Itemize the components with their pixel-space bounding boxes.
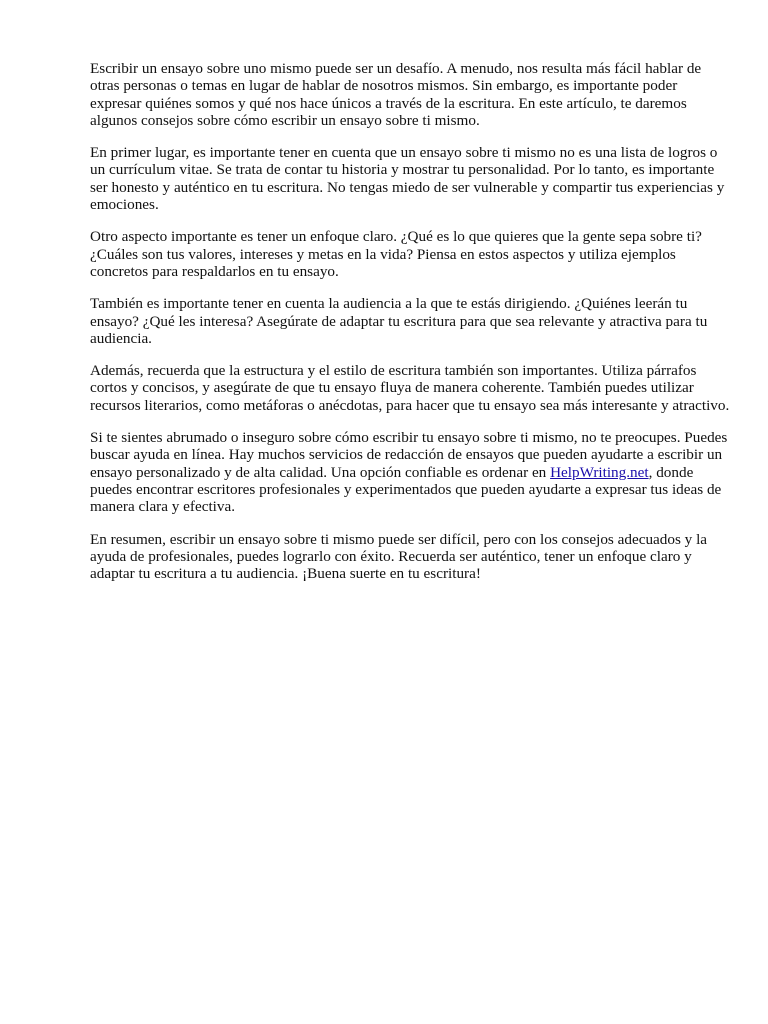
paragraph-audience: También es importante tener en cuenta la audiencia a la que te estás dirigiendo. ¿Quiénes leerán tu ensayo? ¿Qué les interesa? Asegúrate de adaptar tu escritura para que sea relevante y atractiva para tu audiencia. [90,295,708,347]
paragraph-structure: Además, recuerda que la estructura y el estilo de escritura también son importantes. Utiliza párrafos cortos y concisos, y asegúrate de que tu ensayo fluya de manera coherente. También puedes utilizar recursos literarios, como metáforas o anécdotas, para hacer que tu ensayo sea más interesante y atractivo. [90,362,730,414]
paragraph-intro: Escribir un ensayo sobre uno mismo puede ser un desafío. A menudo, nos resulta más fácil hablar de otras personas o temas en lugar de hablar de nosotros mismos. Sin embargo, es importante poder expresar quiénes somos y qué nos hace únicos a través de la escritura. En este artículo, te daremos algunos consejos sobre cómo escribir un ensayo sobre ti mismo. [90,60,702,129]
help-text-before-link: Si te sientes abrumado o inseguro sobre cómo escribir tu ensayo sobre ti mismo, no te preocupes. Puedes buscar ayuda en línea. Hay muchos servicios de redacción de ensayos que pueden ayudarte a escribir un ensayo personalizado y de alta calidad. Una opción confiable es ordenar en [90,429,728,481]
paragraph-help [90,429,730,515]
paragraph-closing: En resumen, escribir un ensayo sobre ti mismo puede ser difícil, pero con los consejos adecuados y la ayuda de profesionales, puedes lograrlo con éxito. Recuerda ser auténtico, tener un enfoque claro y adaptar tu escritura a tu audiencia. ¡Buena suerte en tu escritura! [90,530,708,583]
paragraph-focus: Otro aspecto importante es tener un enfoque claro. ¿Qué es lo que quieres que la gente sepa sobre ti? ¿Cuáles son tus valores, intereses y metas en la vida? Piensa en estos aspectos y utiliza ejemplos concretos para respaldarlos en tu ensayo. [90,228,702,280]
document-body [90,60,730,597]
help-text-after-link: , donde puedes encontrar escritores profesionales y experimentados que pueden ayudarte a expresar tus ideas de manera clara y efectiva. [90,463,722,516]
paragraph-authenticity: En primer lugar, es importante tener en cuenta que un ensayo sobre ti mismo no es una lista de logros o un currículum vitae. Se trata de contar tu historia y mostrar tu personalidad. Por lo tanto, es importante ser honesto y auténtico en tu escritura. No tengas miedo de ser vulnerable y compartir tus experiencias y emociones. [90,144,725,214]
helpwriting-link[interactable]: HelpWriting.net [550,463,649,481]
